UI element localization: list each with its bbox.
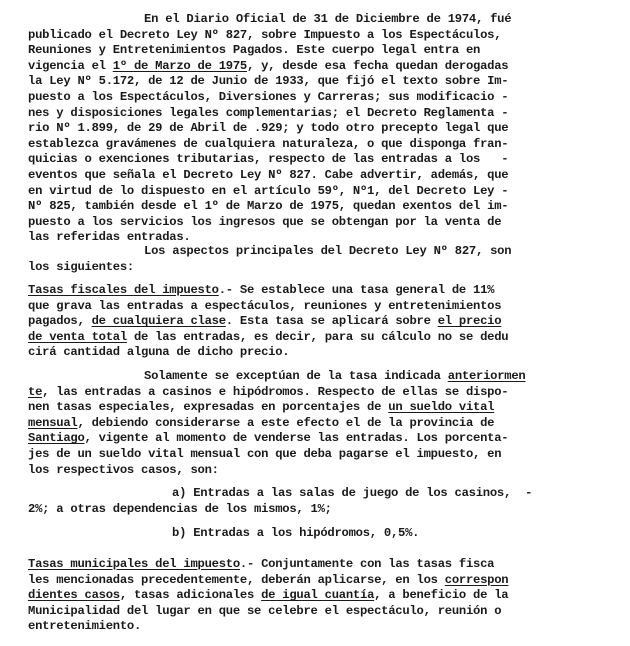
text-segment: que grava las entradas a espectáculos, reuniones y entretenimientos [28, 298, 502, 313]
text-line [28, 299, 501, 315]
text-segment: publicado el Decreto Ley Nº 827, sobre Impuesto a los Espectáculos, [28, 27, 502, 42]
text-line [28, 557, 494, 573]
underlined-text: el precio [437, 314, 502, 329]
text-line [28, 400, 494, 416]
underlined-text: correspon [444, 572, 509, 587]
text-line [28, 260, 134, 276]
text-line [144, 369, 525, 385]
text-line [28, 74, 508, 90]
text-segment: establezca gravámenes de cualquiera naturaleza, o que disponga fran- [28, 136, 509, 151]
text-segment: Nº 825, también desde el 1º de Marzo de 1975, quedan exentos del im- [28, 199, 509, 214]
text-line [28, 314, 501, 330]
text-segment: puesto a los Espectáculos, Diversiones y Carreras; sus modificacio - [28, 90, 509, 104]
text-line [28, 431, 508, 447]
text-line [28, 106, 508, 122]
text-segment: entretenimiento. [28, 619, 142, 634]
text-line [28, 573, 508, 589]
text-segment: .- Se establece una tasa general de 11% [218, 283, 495, 297]
text-segment: .- Conjuntamente con las tasas fisca [239, 557, 495, 571]
text-line [28, 447, 501, 463]
text-segment: b) Entradas a los hipódromos, 0,5%. [172, 526, 420, 540]
underlined-text: un sueldo vital [388, 400, 495, 415]
text-segment: , debiendo considerarse a este efecto el de la provincia de [77, 415, 495, 430]
underlined-text: de cualquiera clase [91, 314, 226, 329]
underlined-text: Santiago [28, 431, 85, 446]
text-segment: Solamente se exceptúan de la tasa indicada [144, 369, 448, 383]
text-segment: 2%; a otras dependencias de los mismos, 1%; [28, 501, 332, 516]
text-line [28, 345, 289, 361]
underlined-text: te [28, 384, 43, 399]
text-segment: , a beneficio de la [374, 588, 509, 603]
text-line [172, 486, 532, 502]
underlined-text: anteriormen [447, 369, 526, 383]
text-line [28, 137, 508, 153]
text-line [28, 152, 508, 168]
underlined-text: de igual cuantía [261, 588, 375, 603]
text-line [28, 502, 332, 518]
text-segment: Reuniones y Entretenimientos Pagados. Este cuerpo legal entra en [28, 43, 481, 58]
text-line [28, 604, 501, 620]
text-segment: en virtud de lo dispuesto en el artículo 59º, Nº1, del Decreto Ley - [28, 183, 509, 198]
text-line [28, 283, 494, 299]
text-segment: las referidas entradas. [28, 230, 191, 245]
text-line [144, 244, 511, 260]
text-line [172, 526, 419, 542]
text-segment: nen tasas especiales, expresadas en porcentajes de [28, 400, 389, 415]
text-segment: , las entradas a casinos e hipódromos. Respecto de ellas se dispo- [42, 384, 509, 399]
text-segment: Municipalidad del lugar en que se celebre el espectáculo, reunión o [28, 603, 502, 618]
text-line [28, 184, 508, 200]
text-line [28, 385, 508, 401]
underlined-text: Tasas fiscales del impuesto [28, 283, 219, 297]
text-segment: de las entradas, es decir, para su cálculo no se dedu [126, 329, 509, 344]
text-segment: quicias o exenciones tributarias, respecto de las entradas a los - [28, 152, 509, 167]
underlined-text: dientes casos [28, 588, 120, 603]
text-segment: les mencionadas precedentemente, deberán aplicarse, en los [28, 572, 445, 587]
text-segment: nes y disposiciones legales complementarias; el Decreto Reglamenta - [28, 105, 509, 120]
text-line [144, 12, 511, 28]
text-segment: . Esta tasa se aplicará sobre [225, 314, 438, 329]
text-line [28, 330, 508, 346]
text-line [28, 90, 508, 106]
text-line [28, 619, 141, 635]
text-segment: los siguientes: [28, 259, 134, 274]
underlined-text: 1º de Marzo de 1975 [112, 58, 247, 73]
text-segment: eventos que señala el Decreto Ley Nº 827. Cabe advertir, además, que [28, 168, 509, 182]
text-segment: a) Entradas a las salas de juego de los casinos, - [172, 486, 533, 500]
text-line [28, 28, 501, 44]
text-segment: En el Diario Oficial de 31 de Diciembre de 1974, fué [144, 12, 512, 26]
text-line [28, 463, 219, 479]
text-line [28, 121, 508, 137]
text-segment: la Ley Nº 5.172, de 12 de Junio de 1933, que fijó el texto sobre Im- [28, 74, 509, 89]
text-line [28, 588, 508, 604]
text-line [28, 215, 501, 231]
text-segment: , tasas adicionales [119, 588, 262, 603]
text-line [28, 43, 480, 59]
text-segment: rio Nº 1.899, de 29 de Abril de .929; y todo otro precepto legal que [28, 121, 509, 136]
text-segment: , y, desde esa fecha quedan derogadas [246, 58, 509, 73]
text-segment: puesto a los servicios los ingresos que se obtengan por la venta de [28, 214, 502, 229]
text-line [28, 416, 494, 432]
text-segment: vigencia el [28, 58, 113, 73]
text-line [28, 199, 508, 215]
underlined-text: mensual [28, 415, 78, 430]
text-line [28, 168, 508, 184]
text-segment: pagados, [28, 314, 92, 329]
underlined-text: Tasas municipales del impuesto [28, 557, 240, 571]
text-line [28, 59, 508, 75]
underlined-text: de venta total [28, 329, 127, 344]
text-segment: , vigente al momento de venderse las entradas. Los porcenta- [84, 431, 509, 446]
text-segment: Los aspectos principales del Decreto Ley Nº 827, son [144, 244, 512, 258]
text-segment: jes de un sueldo vital mensual con que deba pagarse el impuesto, en [28, 447, 502, 461]
text-segment: los respectivos casos, son: [28, 462, 219, 477]
text-segment: cirá cantidad alguna de dicho precio. [28, 345, 290, 360]
